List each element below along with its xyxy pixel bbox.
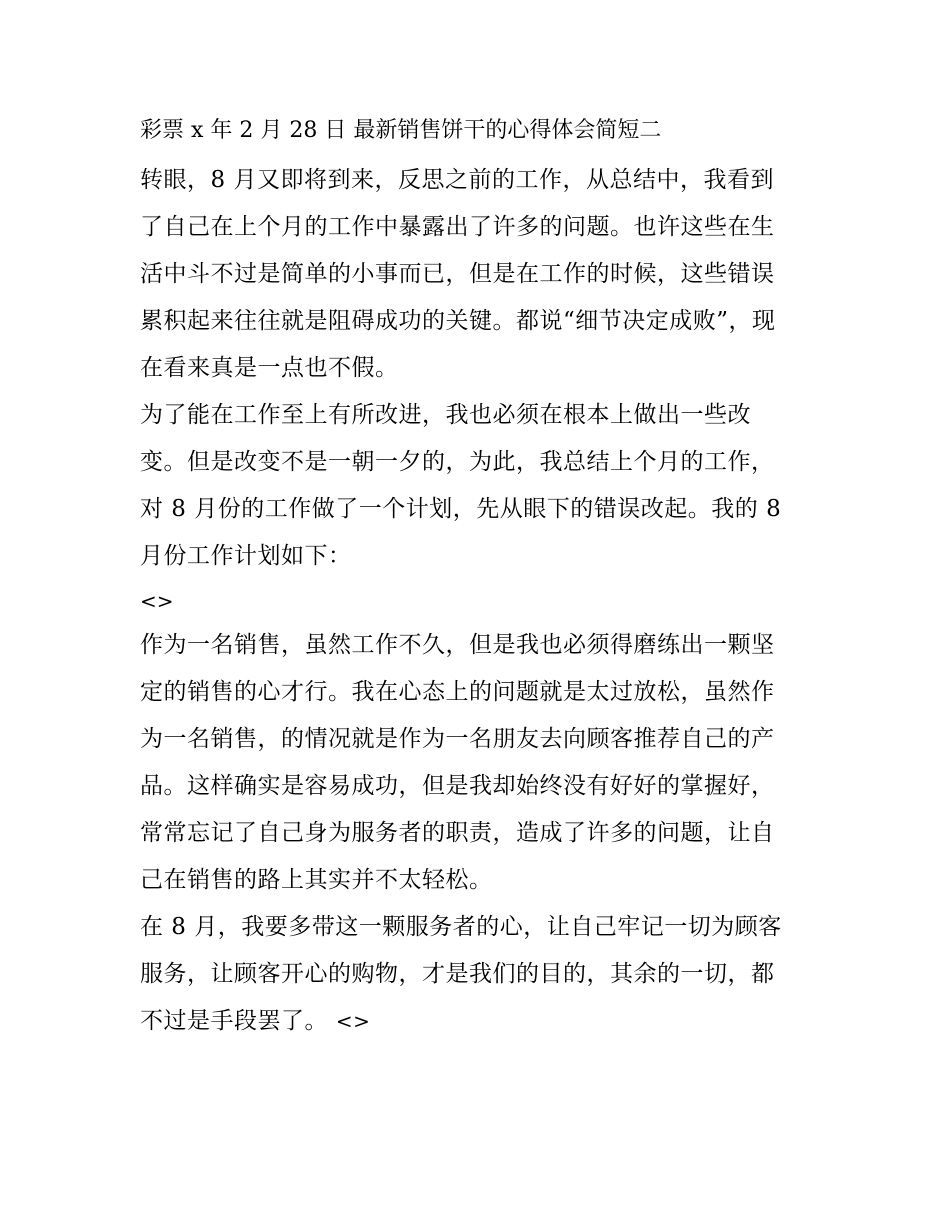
text-line: 为一名销售，的情况就是作为一名朋友去向顾客推荐自己的产 — [140, 726, 775, 752]
text-line: 己在销售的路上其实并不太轻松。 — [140, 867, 493, 893]
text-line: 累积起来往往就是阻碍成功的关键。都说“细节决定成败”，现 — [140, 308, 776, 334]
text-line: 服务，让顾客开心的购物，才是我们的目的，其余的一切，都 — [140, 961, 775, 987]
placeholder-marker-block — [140, 580, 820, 622]
text-line: 变。但是改变不是一朝一夕的，为此，我总结上个月的工作， — [140, 449, 775, 475]
paragraph-1 — [140, 157, 820, 392]
paragraph-4 — [140, 904, 820, 1045]
text-line: 在 8 月，我要多带这一颗服务者的心，让自己牢记一切为顾客 — [140, 914, 782, 940]
document-title: 彩票 x 年 2 月 28 日 最新销售饼干的心得体会简短二 — [140, 118, 662, 143]
text-line: 对 8 月份的工作做了一个计划，先从眼下的错误改起。我的 8 — [140, 496, 782, 522]
paragraph-3 — [140, 622, 820, 904]
last-line-text: 不过是手段罢了。 — [140, 1008, 328, 1034]
placeholder-marker: <> — [140, 589, 174, 613]
text-line-with-marker — [140, 998, 820, 1045]
text-line: 活中斗不过是简单的小事而已，但是在工作的时候，这些错误 — [140, 261, 775, 287]
text-line: 品。这样确实是容易成功，但是我却始终没有好好的掌握好， — [140, 773, 775, 799]
text-line: 作为一名销售，虽然工作不久，但是我也必须得磨练出一颗坚 — [140, 632, 775, 658]
text-line: 为了能在工作至上有所改进，我也必须在根本上做出一些改 — [140, 402, 751, 428]
document-body — [140, 111, 820, 1045]
text-line: 转眼，8 月又即将到来，反思之前的工作，从总结中，我看到 — [140, 167, 774, 193]
inline-placeholder-marker: <> — [335, 1009, 371, 1033]
text-line: 月份工作计划如下： — [140, 543, 352, 569]
paragraph-2 — [140, 392, 820, 580]
text-line: 常常忘记了自己身为服务者的职责，造成了许多的问题，让自 — [140, 820, 775, 846]
text-line: 了自己在上个月的工作中暴露出了许多的问题。也许这些在生 — [140, 214, 775, 240]
text-line: 定的销售的心才行。我在心态上的问题就是太过放松，虽然作 — [140, 679, 775, 705]
text-line: 在看来真是一点也不假。 — [140, 355, 399, 381]
